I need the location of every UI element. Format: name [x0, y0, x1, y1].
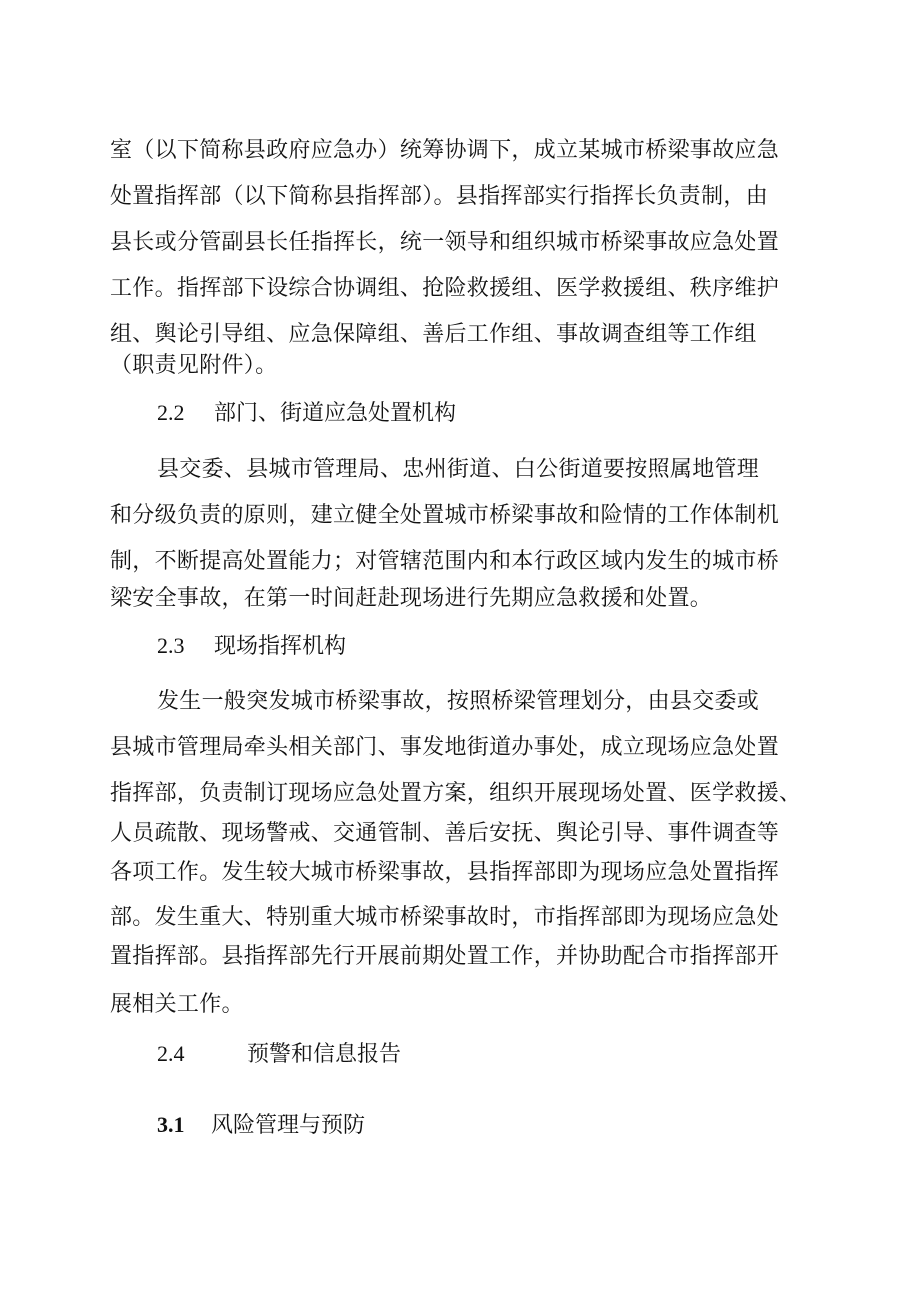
section-heading-2-3 [157, 631, 346, 662]
text-line: 和分级负责的原则，建立健全处置城市桥梁事故和险情的工作体制机 [110, 503, 780, 528]
text-line: 组、舆论引导组、应急保障组、善后工作组、事故调查组等工作组 [110, 322, 757, 347]
section-number: 2.3 [157, 633, 185, 658]
section-heading-2-4 [157, 1039, 401, 1070]
text-line: 置指挥部。县指挥部先行开展前期处置工作，并协助配合市指挥部开 [110, 944, 780, 969]
text-line: 制，不断提高处置能力；对管辖范围内和本行政区域内发生的城市桥 [110, 549, 780, 574]
text-line: 各项工作。发生较大城市桥梁事故，县指挥部即为现场应急处置指挥 [110, 860, 780, 885]
text-line: 县城市管理局牵头相关部门、事发地街道办事处，成立现场应急处置 [110, 735, 780, 760]
text-line: （职责见附件）。 [110, 353, 278, 378]
text-line: 人员疏散、现场警戒、交通管制、善后安抚、舆论引导、事件调查等 [110, 821, 780, 846]
section-number: 3.1 [157, 1112, 185, 1137]
text-line: 室（以下简称县政府应急办）统筹协调下，成立某城市桥梁事故应急 [110, 138, 780, 163]
text-line: 县交委、县城市管理局、忠州街道、白公街道要按照属地管理 [157, 457, 760, 482]
section-title: 风险管理与预防 [211, 1113, 366, 1138]
text-line: 展相关工作。 [110, 992, 244, 1017]
text-line: 梁安全事故，在第一时间赶赴现场进行先期应急救援和处置。 [110, 586, 713, 611]
section-number: 2.2 [157, 400, 185, 425]
section-title: 现场指挥机构 [214, 634, 347, 659]
text-line: 工作。指挥部下设综合协调组、抢险救援组、医学救援组、秩序维护 [110, 276, 780, 301]
text-line: 处置指挥部（以下简称县指挥部）。县指挥部实行指挥长负责制，由 [110, 184, 769, 209]
section-heading-2-2 [157, 398, 456, 429]
section-heading-3-1 [157, 1110, 365, 1141]
text-line: 发生一般突发城市桥梁事故，按照桥梁管理划分，由县交委或 [157, 689, 760, 714]
text-line: 指挥部，负责制订现场应急处置方案，组织开展现场处置、医学救援、 [110, 781, 802, 806]
text-line: 部。发生重大、特别重大城市桥梁事故时，市指挥部即为现场应急处 [110, 905, 780, 930]
text-line: 县长或分管副县长任指挥长，统一领导和组织城市桥梁事故应急处置 [110, 230, 780, 255]
section-title: 部门、街道应急处置机构 [214, 401, 457, 426]
section-number: 2.4 [157, 1041, 185, 1066]
section-title: 预警和信息报告 [247, 1042, 402, 1067]
